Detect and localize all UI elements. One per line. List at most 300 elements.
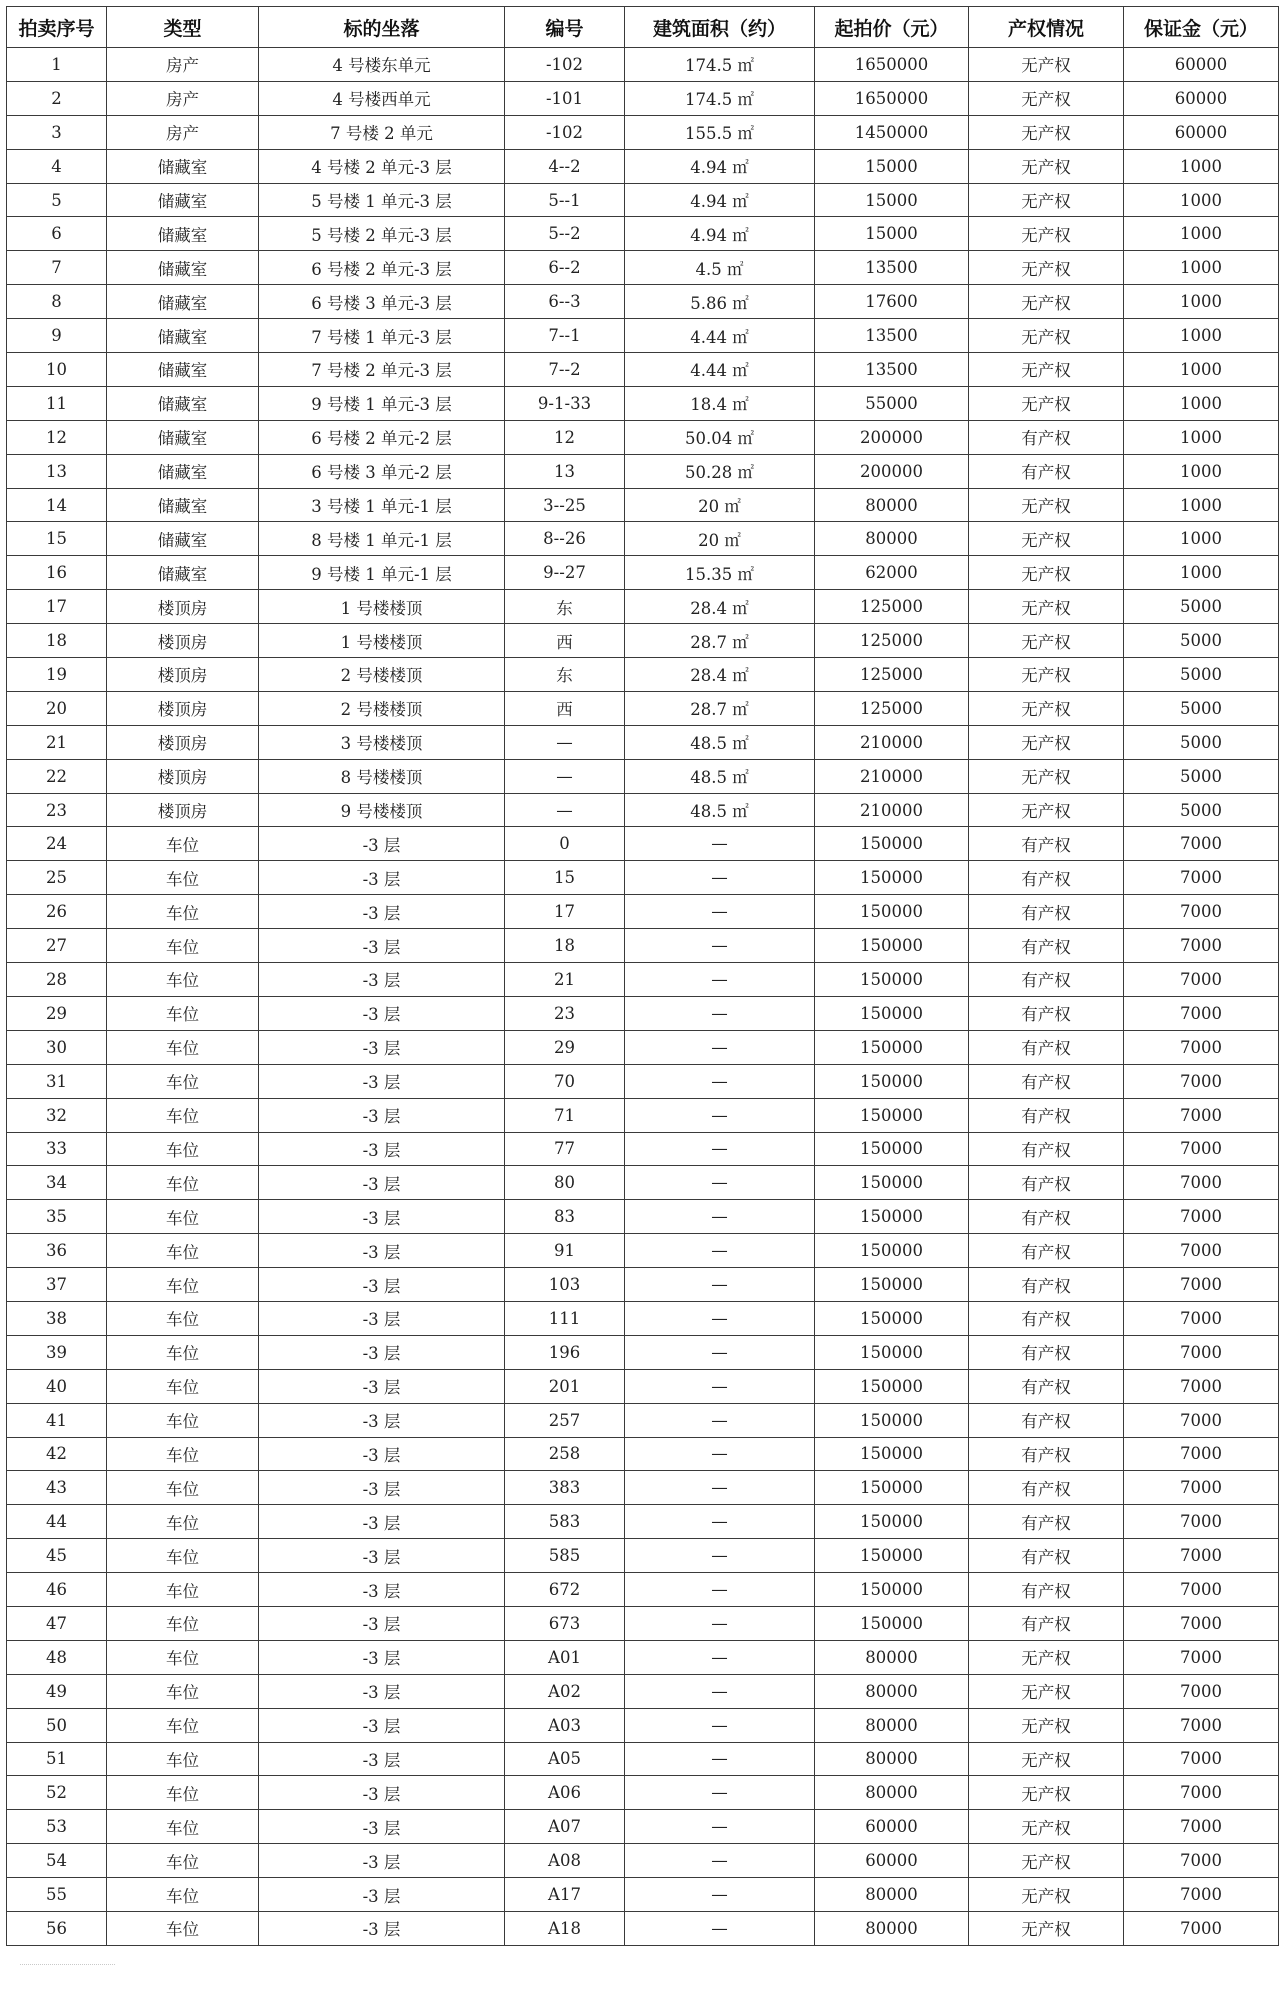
cell-title-status: 有产权 [969, 1166, 1124, 1200]
cell-title-status: 有产权 [969, 1369, 1124, 1403]
cell-unit-code: 7--2 [505, 353, 625, 387]
cell-starting-price: 125000 [815, 624, 969, 658]
cell-unit-code: 4--2 [505, 149, 625, 183]
table-row [7, 1878, 1279, 1912]
cell-lot-number: 11 [7, 386, 107, 420]
table-row [7, 454, 1279, 488]
cell-lot-number: 30 [7, 1030, 107, 1064]
cell-location: -3 层 [259, 1776, 505, 1810]
cell-starting-price: 150000 [815, 861, 969, 895]
cell-type: 楼顶房 [107, 691, 259, 725]
cell-floor-area: 4.5 ㎡ [625, 251, 815, 285]
cell-deposit: 7000 [1124, 827, 1279, 861]
cell-title-status: 无产权 [969, 285, 1124, 319]
table-row [7, 1573, 1279, 1607]
cell-type: 车位 [107, 1844, 259, 1878]
cell-location: 5 号楼 2 单元-3 层 [259, 217, 505, 251]
cell-starting-price: 60000 [815, 1810, 969, 1844]
cell-deposit: 1000 [1124, 522, 1279, 556]
cell-location: -3 层 [259, 1335, 505, 1369]
cell-starting-price: 150000 [815, 1166, 969, 1200]
table-row [7, 1098, 1279, 1132]
cell-title-status: 有产权 [969, 963, 1124, 997]
cell-title-status: 有产权 [969, 827, 1124, 861]
cell-location: 4 号楼 2 单元-3 层 [259, 149, 505, 183]
table-row [7, 1166, 1279, 1200]
cell-starting-price: 15000 [815, 183, 969, 217]
table-row [7, 81, 1279, 115]
table-row [7, 1810, 1279, 1844]
cell-deposit: 7000 [1124, 1132, 1279, 1166]
cell-title-status: 无产权 [969, 488, 1124, 522]
cell-title-status: 无产权 [969, 1742, 1124, 1776]
cell-starting-price: 150000 [815, 827, 969, 861]
cell-lot-number: 29 [7, 996, 107, 1030]
cell-lot-number: 16 [7, 556, 107, 590]
cell-unit-code: 9-1-33 [505, 386, 625, 420]
cell-lot-number: 56 [7, 1911, 107, 1945]
cell-starting-price: 150000 [815, 1471, 969, 1505]
cell-type: 车位 [107, 1200, 259, 1234]
cell-floor-area: — [625, 963, 815, 997]
cell-unit-code: 383 [505, 1471, 625, 1505]
cell-title-status: 有产权 [969, 1471, 1124, 1505]
cell-floor-area: 4.94 ㎡ [625, 217, 815, 251]
cell-type: 储藏室 [107, 319, 259, 353]
cell-unit-code: 257 [505, 1403, 625, 1437]
cell-floor-area: 50.28 ㎡ [625, 454, 815, 488]
cell-lot-number: 53 [7, 1810, 107, 1844]
table-row [7, 861, 1279, 895]
auction-listing-sheet [6, 6, 1278, 1946]
cell-location: 6 号楼 2 单元-3 层 [259, 251, 505, 285]
cell-starting-price: 150000 [815, 1132, 969, 1166]
cell-deposit: 1000 [1124, 285, 1279, 319]
cell-title-status: 无产权 [969, 725, 1124, 759]
cell-lot-number: 35 [7, 1200, 107, 1234]
cell-unit-code: 583 [505, 1505, 625, 1539]
cell-deposit: 7000 [1124, 1030, 1279, 1064]
cell-title-status: 无产权 [969, 115, 1124, 149]
cell-location: -3 层 [259, 1742, 505, 1776]
table-row [7, 1132, 1279, 1166]
cell-location: 4 号楼西单元 [259, 81, 505, 115]
cell-type: 车位 [107, 1403, 259, 1437]
cell-lot-number: 9 [7, 319, 107, 353]
header-deposit: 保证金（元） [1124, 7, 1279, 48]
cell-lot-number: 17 [7, 590, 107, 624]
cell-type: 车位 [107, 1573, 259, 1607]
table-row [7, 115, 1279, 149]
cell-unit-code: 18 [505, 929, 625, 963]
cell-title-status: 无产权 [969, 1844, 1124, 1878]
cell-floor-area: — [625, 1640, 815, 1674]
cell-starting-price: 80000 [815, 1878, 969, 1912]
cell-location: 6 号楼 2 单元-2 层 [259, 420, 505, 454]
cell-floor-area: — [625, 1166, 815, 1200]
cell-unit-code: A06 [505, 1776, 625, 1810]
cell-title-status: 无产权 [969, 590, 1124, 624]
table-row [7, 386, 1279, 420]
cell-type: 车位 [107, 1369, 259, 1403]
cell-type: 车位 [107, 1505, 259, 1539]
cell-starting-price: 80000 [815, 1911, 969, 1945]
cell-floor-area: — [625, 1844, 815, 1878]
cell-deposit: 1000 [1124, 488, 1279, 522]
cell-type: 车位 [107, 963, 259, 997]
cell-deposit: 5000 [1124, 759, 1279, 793]
cell-floor-area: — [625, 1268, 815, 1302]
cell-title-status: 无产权 [969, 1708, 1124, 1742]
cell-title-status: 无产权 [969, 759, 1124, 793]
cell-type: 车位 [107, 1030, 259, 1064]
cell-floor-area: 18.4 ㎡ [625, 386, 815, 420]
cell-starting-price: 150000 [815, 1369, 969, 1403]
cell-floor-area: — [625, 1335, 815, 1369]
cell-floor-area: — [625, 1539, 815, 1573]
table-row [7, 691, 1279, 725]
cell-lot-number: 26 [7, 895, 107, 929]
cell-starting-price: 13500 [815, 251, 969, 285]
table-row [7, 420, 1279, 454]
cell-floor-area: — [625, 996, 815, 1030]
cell-floor-area: 15.35 ㎡ [625, 556, 815, 590]
cell-unit-code: A03 [505, 1708, 625, 1742]
cell-type: 储藏室 [107, 522, 259, 556]
cell-deposit: 7000 [1124, 1268, 1279, 1302]
table-row [7, 963, 1279, 997]
cell-unit-code: 23 [505, 996, 625, 1030]
cell-type: 储藏室 [107, 285, 259, 319]
cell-lot-number: 4 [7, 149, 107, 183]
cell-unit-code: 80 [505, 1166, 625, 1200]
cell-deposit: 7000 [1124, 929, 1279, 963]
cell-location: -3 层 [259, 1132, 505, 1166]
cell-lot-number: 44 [7, 1505, 107, 1539]
cell-unit-code: 103 [505, 1268, 625, 1302]
cell-lot-number: 47 [7, 1606, 107, 1640]
cell-starting-price: 55000 [815, 386, 969, 420]
cell-title-status: 有产权 [969, 454, 1124, 488]
cell-deposit: 5000 [1124, 658, 1279, 692]
cell-type: 车位 [107, 929, 259, 963]
cell-lot-number: 25 [7, 861, 107, 895]
cell-location: -3 层 [259, 1878, 505, 1912]
table-row [7, 1030, 1279, 1064]
cell-lot-number: 48 [7, 1640, 107, 1674]
cell-lot-number: 8 [7, 285, 107, 319]
table-row [7, 1911, 1279, 1945]
cell-title-status: 有产权 [969, 1200, 1124, 1234]
cell-unit-code: 77 [505, 1132, 625, 1166]
cell-deposit: 1000 [1124, 386, 1279, 420]
cell-floor-area: — [625, 1098, 815, 1132]
cell-title-status: 无产权 [969, 1776, 1124, 1810]
table-row [7, 353, 1279, 387]
cell-title-status: 有产权 [969, 1606, 1124, 1640]
cell-lot-number: 18 [7, 624, 107, 658]
cell-title-status: 有产权 [969, 1403, 1124, 1437]
cell-deposit: 7000 [1124, 1878, 1279, 1912]
cell-title-status: 无产权 [969, 48, 1124, 82]
cell-lot-number: 43 [7, 1471, 107, 1505]
cell-location: 7 号楼 1 单元-3 层 [259, 319, 505, 353]
cell-type: 储藏室 [107, 386, 259, 420]
table-row [7, 895, 1279, 929]
cell-starting-price: 200000 [815, 454, 969, 488]
cell-lot-number: 28 [7, 963, 107, 997]
cell-floor-area: 28.7 ㎡ [625, 691, 815, 725]
cell-type: 车位 [107, 1064, 259, 1098]
cell-starting-price: 150000 [815, 1573, 969, 1607]
cell-type: 车位 [107, 1437, 259, 1471]
cell-deposit: 5000 [1124, 590, 1279, 624]
cell-starting-price: 150000 [815, 1268, 969, 1302]
table-row [7, 996, 1279, 1030]
table-row [7, 1437, 1279, 1471]
cell-title-status: 有产权 [969, 1268, 1124, 1302]
cell-deposit: 7000 [1124, 1708, 1279, 1742]
cell-type: 车位 [107, 1234, 259, 1268]
cell-unit-code: A18 [505, 1911, 625, 1945]
cell-floor-area: — [625, 1437, 815, 1471]
cell-location: -3 层 [259, 1064, 505, 1098]
cell-lot-number: 41 [7, 1403, 107, 1437]
cell-unit-code: — [505, 759, 625, 793]
header-lot-number: 拍卖序号 [7, 7, 107, 48]
cell-location: -3 层 [259, 1911, 505, 1945]
cell-deposit: 7000 [1124, 1539, 1279, 1573]
cell-title-status: 无产权 [969, 319, 1124, 353]
table-row [7, 1301, 1279, 1335]
cell-starting-price: 150000 [815, 895, 969, 929]
cell-title-status: 无产权 [969, 353, 1124, 387]
cell-type: 车位 [107, 827, 259, 861]
header-type: 类型 [107, 7, 259, 48]
cell-floor-area: — [625, 1878, 815, 1912]
cell-location: 8 号楼楼顶 [259, 759, 505, 793]
cell-floor-area: — [625, 929, 815, 963]
table-row [7, 658, 1279, 692]
cell-deposit: 7000 [1124, 1810, 1279, 1844]
cell-title-status: 有产权 [969, 1437, 1124, 1471]
cell-lot-number: 12 [7, 420, 107, 454]
cell-lot-number: 39 [7, 1335, 107, 1369]
cell-unit-code: 71 [505, 1098, 625, 1132]
cell-lot-number: 27 [7, 929, 107, 963]
cell-floor-area: 48.5 ㎡ [625, 759, 815, 793]
cell-deposit: 7000 [1124, 1166, 1279, 1200]
table-row [7, 319, 1279, 353]
cell-unit-code: 258 [505, 1437, 625, 1471]
cell-floor-area: 174.5 ㎡ [625, 48, 815, 82]
cell-location: -3 层 [259, 1166, 505, 1200]
cell-floor-area: 4.44 ㎡ [625, 353, 815, 387]
cell-location: 6 号楼 3 单元-2 层 [259, 454, 505, 488]
cell-location: -3 层 [259, 1403, 505, 1437]
cell-deposit: 7000 [1124, 1573, 1279, 1607]
cell-unit-code: 0 [505, 827, 625, 861]
cell-starting-price: 125000 [815, 590, 969, 624]
cell-deposit: 1000 [1124, 556, 1279, 590]
cell-location: 5 号楼 1 单元-3 层 [259, 183, 505, 217]
cell-title-status: 有产权 [969, 1505, 1124, 1539]
cell-location: 2 号楼楼顶 [259, 691, 505, 725]
cell-floor-area: 48.5 ㎡ [625, 725, 815, 759]
cell-deposit: 60000 [1124, 81, 1279, 115]
cell-lot-number: 55 [7, 1878, 107, 1912]
cell-title-status: 有产权 [969, 1098, 1124, 1132]
cell-title-status: 有产权 [969, 861, 1124, 895]
cell-type: 储藏室 [107, 420, 259, 454]
cell-unit-code: 70 [505, 1064, 625, 1098]
cell-location: 9 号楼 1 单元-1 层 [259, 556, 505, 590]
cell-unit-code: A17 [505, 1878, 625, 1912]
cell-deposit: 1000 [1124, 454, 1279, 488]
cell-type: 车位 [107, 1471, 259, 1505]
cell-floor-area: 155.5 ㎡ [625, 115, 815, 149]
cell-location: -3 层 [259, 1030, 505, 1064]
cell-title-status: 无产权 [969, 691, 1124, 725]
table-row [7, 48, 1279, 82]
cell-unit-code: A05 [505, 1742, 625, 1776]
table-row [7, 285, 1279, 319]
cell-starting-price: 150000 [815, 1030, 969, 1064]
cell-starting-price: 80000 [815, 1708, 969, 1742]
cell-starting-price: 150000 [815, 1606, 969, 1640]
cell-location: 8 号楼 1 单元-1 层 [259, 522, 505, 556]
cell-lot-number: 22 [7, 759, 107, 793]
cell-floor-area: 20 ㎡ [625, 488, 815, 522]
cell-type: 车位 [107, 1268, 259, 1302]
header-unit-code: 编号 [505, 7, 625, 48]
cell-starting-price: 150000 [815, 1505, 969, 1539]
cell-type: 楼顶房 [107, 590, 259, 624]
cell-type: 储藏室 [107, 251, 259, 285]
table-row [7, 251, 1279, 285]
cell-type: 楼顶房 [107, 793, 259, 827]
cell-deposit: 1000 [1124, 251, 1279, 285]
cell-unit-code: 585 [505, 1539, 625, 1573]
cell-type: 车位 [107, 1132, 259, 1166]
cell-deposit: 7000 [1124, 1911, 1279, 1945]
cell-floor-area: — [625, 1471, 815, 1505]
cell-unit-code: — [505, 725, 625, 759]
cell-unit-code: -102 [505, 48, 625, 82]
cell-lot-number: 21 [7, 725, 107, 759]
cell-unit-code: 111 [505, 1301, 625, 1335]
auction-table [6, 6, 1279, 1946]
cell-floor-area: 4.94 ㎡ [625, 183, 815, 217]
cell-location: -3 层 [259, 861, 505, 895]
table-row [7, 522, 1279, 556]
table-row [7, 1064, 1279, 1098]
cell-title-status: 无产权 [969, 1878, 1124, 1912]
cell-floor-area: — [625, 1810, 815, 1844]
cell-unit-code: -102 [505, 115, 625, 149]
cell-floor-area: — [625, 1674, 815, 1708]
table-row [7, 793, 1279, 827]
cell-floor-area: — [625, 1369, 815, 1403]
cell-lot-number: 45 [7, 1539, 107, 1573]
cell-location: 1 号楼楼顶 [259, 590, 505, 624]
cell-starting-price: 13500 [815, 353, 969, 387]
table-row [7, 556, 1279, 590]
cell-starting-price: 15000 [815, 217, 969, 251]
cell-deposit: 7000 [1124, 1606, 1279, 1640]
cell-deposit: 7000 [1124, 963, 1279, 997]
cell-starting-price: 150000 [815, 1200, 969, 1234]
cell-floor-area: 5.86 ㎡ [625, 285, 815, 319]
cell-unit-code: 6--2 [505, 251, 625, 285]
cell-lot-number: 23 [7, 793, 107, 827]
cell-location: -3 层 [259, 1844, 505, 1878]
cell-location: -3 层 [259, 1573, 505, 1607]
cell-deposit: 7000 [1124, 1234, 1279, 1268]
cell-deposit: 7000 [1124, 1742, 1279, 1776]
cell-floor-area: — [625, 1064, 815, 1098]
cell-deposit: 5000 [1124, 725, 1279, 759]
cell-type: 储藏室 [107, 488, 259, 522]
cell-lot-number: 40 [7, 1369, 107, 1403]
table-row [7, 1844, 1279, 1878]
cell-location: -3 层 [259, 1810, 505, 1844]
cell-type: 房产 [107, 115, 259, 149]
cell-floor-area: — [625, 1132, 815, 1166]
cell-floor-area: — [625, 1742, 815, 1776]
cell-title-status: 有产权 [969, 1335, 1124, 1369]
table-row [7, 183, 1279, 217]
table-row [7, 488, 1279, 522]
table-row [7, 1505, 1279, 1539]
cell-location: -3 层 [259, 1674, 505, 1708]
cell-lot-number: 7 [7, 251, 107, 285]
cell-floor-area: — [625, 1606, 815, 1640]
cell-deposit: 7000 [1124, 1064, 1279, 1098]
cell-deposit: 7000 [1124, 1505, 1279, 1539]
cell-floor-area: 48.5 ㎡ [625, 793, 815, 827]
cell-type: 车位 [107, 996, 259, 1030]
cell-title-status: 有产权 [969, 1030, 1124, 1064]
cell-location: -3 层 [259, 1369, 505, 1403]
cell-deposit: 1000 [1124, 353, 1279, 387]
cell-location: -3 层 [259, 895, 505, 929]
cell-type: 车位 [107, 1776, 259, 1810]
cell-type: 车位 [107, 1301, 259, 1335]
table-row [7, 1471, 1279, 1505]
cell-floor-area: 20 ㎡ [625, 522, 815, 556]
cell-lot-number: 31 [7, 1064, 107, 1098]
cell-starting-price: 150000 [815, 963, 969, 997]
cell-deposit: 60000 [1124, 115, 1279, 149]
table-row [7, 1200, 1279, 1234]
cell-location: -3 层 [259, 1539, 505, 1573]
cell-deposit: 7000 [1124, 1437, 1279, 1471]
cell-starting-price: 150000 [815, 929, 969, 963]
table-row [7, 1606, 1279, 1640]
cell-type: 楼顶房 [107, 725, 259, 759]
table-row [7, 827, 1279, 861]
cell-location: 3 号楼楼顶 [259, 725, 505, 759]
cell-unit-code: 东 [505, 658, 625, 692]
cell-unit-code: 201 [505, 1369, 625, 1403]
cell-type: 车位 [107, 1640, 259, 1674]
cell-floor-area: — [625, 895, 815, 929]
cell-deposit: 7000 [1124, 861, 1279, 895]
cell-deposit: 1000 [1124, 420, 1279, 454]
cell-lot-number: 15 [7, 522, 107, 556]
cell-title-status: 有产权 [969, 929, 1124, 963]
